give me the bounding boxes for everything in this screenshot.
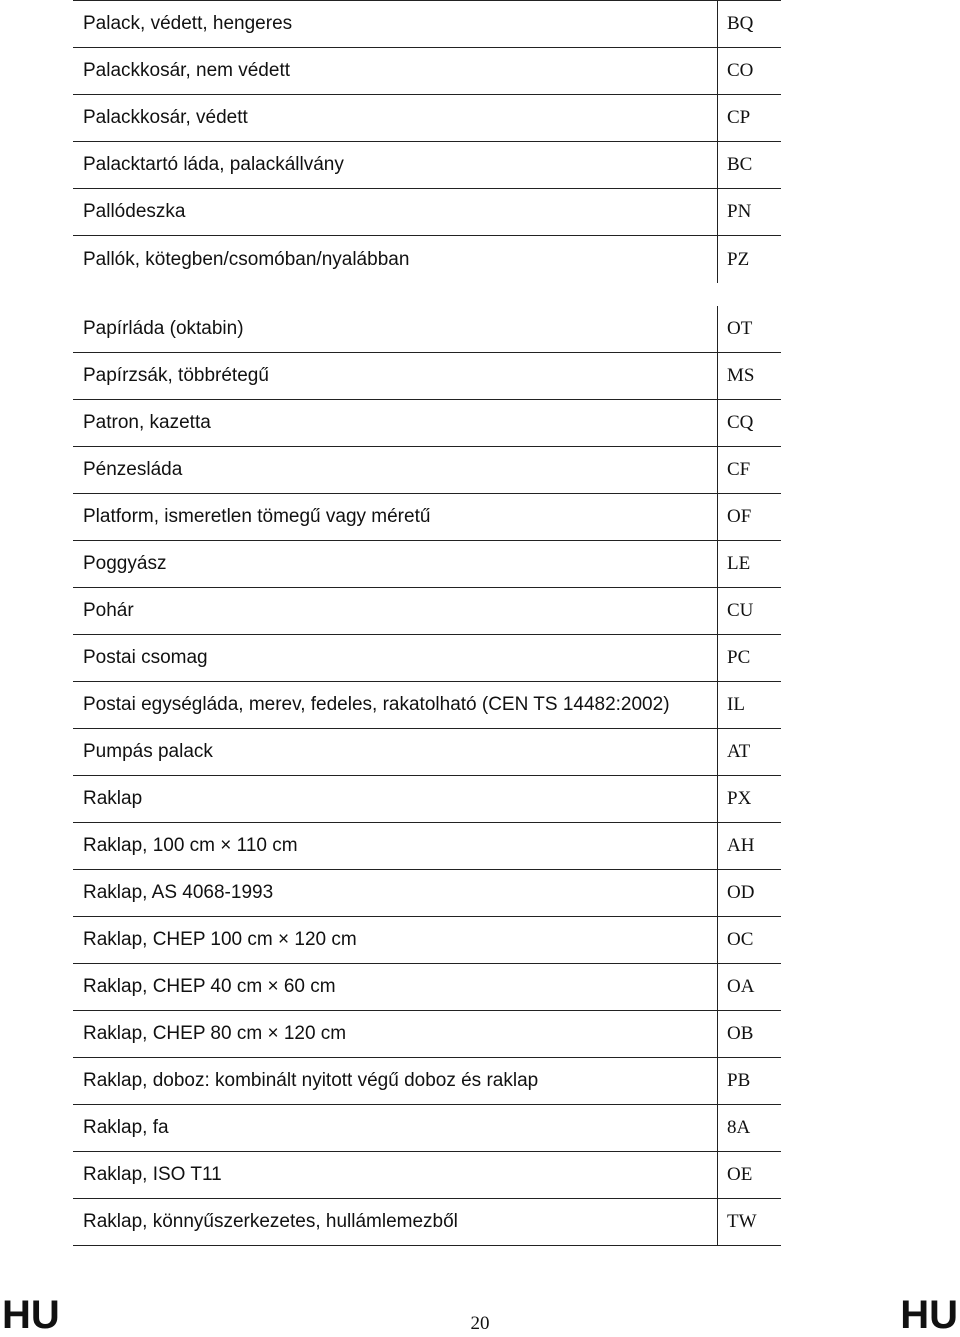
description-cell: Patron, kazetta	[73, 400, 718, 446]
description-cell: Postai egységláda, merev, fedeles, rakatolható (CEN TS 14482:2002)	[73, 682, 718, 728]
description-cell: Raklap, fa	[73, 1105, 718, 1151]
code-cell: OA	[727, 976, 755, 997]
table-row	[73, 1199, 781, 1246]
code-cell: OC	[727, 929, 754, 950]
description-cell: Raklap	[73, 776, 718, 822]
code-cell: OB	[727, 1023, 754, 1044]
table-row	[73, 964, 781, 1011]
table-row	[73, 1152, 781, 1199]
description-cell: Raklap, CHEP 80 cm × 120 cm	[73, 1011, 718, 1057]
description-cell: Raklap, 100 cm × 110 cm	[73, 823, 718, 869]
code-cell: CU	[727, 600, 754, 621]
table-row	[73, 1058, 781, 1105]
table-row	[73, 541, 781, 588]
table-row	[73, 776, 781, 823]
description-cell: Palacktartó láda, palackállvány	[73, 142, 718, 188]
description-cell: Platform, ismeretlen tömegű vagy méretű	[73, 494, 718, 540]
table-row	[73, 447, 781, 494]
code-cell: TW	[727, 1211, 757, 1232]
code-cell: AH	[727, 835, 755, 856]
description-cell: Raklap, könnyűszerkezetes, hullámlemezből	[73, 1199, 718, 1245]
description-cell: Pohár	[73, 588, 718, 634]
description-cell: Palack, védett, hengeres	[73, 1, 718, 47]
code-cell: CF	[727, 459, 751, 480]
table-row	[73, 400, 781, 447]
code-cell: PX	[727, 788, 752, 809]
description-cell: Pallódeszka	[73, 189, 718, 235]
code-cell: OF	[727, 506, 752, 527]
table-row	[73, 95, 781, 142]
description-cell: Raklap, CHEP 40 cm × 60 cm	[73, 964, 718, 1010]
code-cell: PB	[727, 1070, 751, 1091]
language-label-right: HU	[900, 1293, 958, 1337]
table-row	[73, 870, 781, 917]
code-cell: AT	[727, 741, 751, 762]
description-cell: Palackkosár, védett	[73, 95, 718, 141]
description-cell: Papírláda (oktabin)	[73, 306, 718, 352]
code-cell: LE	[727, 553, 751, 574]
description-cell: Papírzsák, többrétegű	[73, 353, 718, 399]
description-cell: Raklap, CHEP 100 cm × 120 cm	[73, 917, 718, 963]
table-row	[73, 1105, 781, 1152]
table-row	[73, 236, 781, 306]
code-cell: PN	[727, 201, 752, 222]
table-row	[73, 635, 781, 682]
language-label-left: HU	[2, 1293, 60, 1337]
description-cell: Raklap, ISO T11	[73, 1152, 718, 1198]
code-cell: CO	[727, 60, 754, 81]
description-cell: Raklap, doboz: kombinált nyitott végű doboz és raklap	[73, 1058, 718, 1104]
code-cell: 8A	[727, 1117, 751, 1138]
table-row	[73, 142, 781, 189]
description-cell: Palackkosár, nem védett	[73, 48, 718, 94]
description-cell: Raklap, AS 4068-1993	[73, 870, 718, 916]
table-row	[73, 917, 781, 964]
page-number: 20	[470, 1313, 490, 1334]
code-cell: OE	[727, 1164, 753, 1185]
table-row	[73, 729, 781, 776]
code-cell: PZ	[727, 248, 750, 270]
table-row	[73, 823, 781, 870]
code-cell: PC	[727, 647, 751, 668]
table-row	[73, 1, 781, 48]
code-cell: CP	[727, 107, 751, 128]
table-row	[73, 1011, 781, 1058]
code-cell: OT	[727, 318, 753, 339]
table-row	[73, 682, 781, 729]
table-row	[73, 353, 781, 400]
table-row	[73, 494, 781, 541]
code-cell: BC	[727, 154, 753, 175]
description-cell: Pénzesláda	[73, 447, 718, 493]
table-row	[73, 306, 781, 353]
code-cell: MS	[727, 365, 755, 386]
code-cell: OD	[727, 882, 755, 903]
table-row	[73, 48, 781, 95]
table-row	[73, 588, 781, 635]
code-cell: BQ	[727, 13, 754, 34]
description-cell: Postai csomag	[73, 635, 718, 681]
table-row	[73, 189, 781, 236]
code-cell: CQ	[727, 412, 754, 433]
description-cell: Poggyász	[73, 541, 718, 587]
description-cell: Pumpás palack	[73, 729, 718, 775]
code-cell: IL	[727, 694, 745, 715]
description-cell: Pallók, kötegben/csomóban/nyalábban	[73, 236, 718, 283]
packaging-code-table	[73, 0, 781, 1246]
